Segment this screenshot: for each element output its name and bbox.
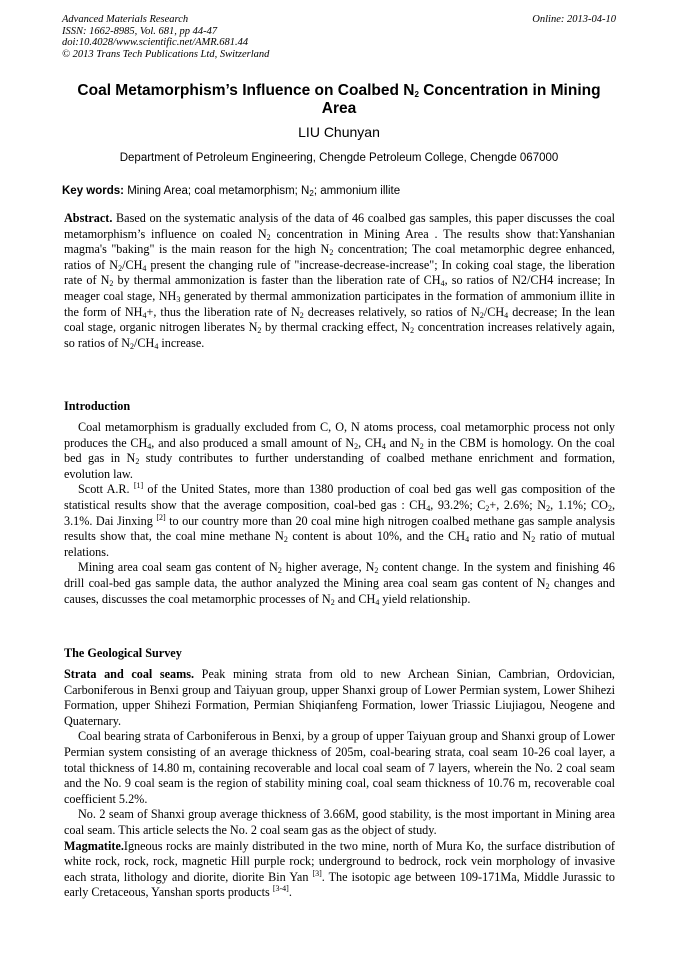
no2-seam-paragraph: No. 2 seam of Shanxi group average thickness of 3.66M, good stability, is the most important in Mining area coal seam. This article selects the No. 2 coal seam gas as the object of study. bbox=[64, 807, 615, 837]
online-date: Online: 2013-04-10 bbox=[532, 14, 616, 25]
citation-ref: [2] bbox=[156, 512, 166, 522]
abstract-label: Abstract. bbox=[64, 211, 113, 225]
keywords-label: Key words: bbox=[62, 185, 124, 197]
intro-paragraph-3: Mining area coal seam gas content of $N_2$ higher average, $N_2$ content change. In the system and finishing 46 drill coal-bed gas sample data, the author analyzed the Mining area coal seam gas content of $N_2$ changes and causes, discusses the coal metamorphic processes of $N_2$ and $CH_4$ yield relationship. bbox=[64, 560, 615, 607]
magmatite-lead: Magmatite. bbox=[64, 838, 124, 853]
doi-line: doi:10.4028/www.scientific.net/AMR.681.44 bbox=[62, 37, 249, 48]
introduction-heading: Introduction bbox=[64, 399, 131, 413]
citation-ref: [3] bbox=[312, 868, 322, 878]
strata-lead: Strata and coal seams. bbox=[64, 667, 195, 681]
intro-paragraph-1: Coal metamorphism is gradually excluded from C, O, N atoms process, coal metamorphic process not only produces the $CH_4$, and also produced a small amount of $N_2$, $CH_4$ and $N_2$ in the CBM is homology. On the coal bed gas in $N_2$ study contributes to further understanding of coalbed methane enrichment and formation, evolution law. bbox=[64, 420, 616, 481]
paper-title: Coal Metamorphism’s Influence on Coalbed $N_2$ Concentration in Mining Area bbox=[77, 82, 601, 117]
citation-ref: [1] bbox=[133, 481, 144, 491]
citation-ref: [3-4] bbox=[272, 884, 289, 894]
affiliation: Department of Petroleum Engineering, Chengde Petroleum College, Chengde 067000 bbox=[119, 152, 559, 164]
geological-survey-section bbox=[64, 667, 615, 901]
journal-header bbox=[62, 14, 269, 60]
introduction-section bbox=[64, 420, 615, 607]
journal-name: Advanced Materials Research bbox=[62, 14, 189, 25]
keywords-line: Key words: Mining Area; coal metamorphism; $N_2$; ammonium illite bbox=[62, 185, 401, 198]
copyright-line: © 2013 Trans Tech Publications Ltd, Switzerland bbox=[62, 48, 270, 60]
strata-paragraph: Strata and coal seams. Peak mining strata from old to new Archean Sinian, Cambrian, Ordovician, Carboniferous in Benxi group and Taiyuan group, upper Shanxi group of Lower Permian system, Lower Shihezi Formation, upper Shihezi Formation, Permian Shiqianfeng Formation, lower Triassic Liujiagou, Neogene and Quaternary. bbox=[64, 667, 615, 728]
geological-survey-heading: The Geological Survey bbox=[64, 646, 182, 660]
issn-line: ISSN: 1662-8985, Vol. 681, pp 44-47 bbox=[62, 25, 218, 37]
coal-strata-paragraph: Coal bearing strata of Carboniferous in Benxi, by a group of upper Taiyuan group and Shanxi group of Lower Permian system consisting of an average thickness of 205m, coal-bearing strata, coal seam 10-26 coal layer, a total thickness of 14.80 m, containing recoverable and local coal seam of 7 layers, wherein the No. 2 coal seam and the No. 9 coal seam is the region of stability mining coal, coal seam thickness of 10.76 m, recoverable coal coefficient 5.2%. bbox=[64, 729, 615, 806]
abstract-paragraph: Abstract. Based on the systematic analysis of the data of 46 coalbed gas samples, this paper discusses the coal metamorphism’s influence on coaled $N_2$ concentration in Mining Area . The results show that:Yanshanian magma's "baking" is the main reason for the high $N_2$ concentration; The coal metamorphic degree enhanced, ratios of $N_2/CH_4$ present the changing rule of "increase-decrease-increase"; In coking coal stage, the liberation rate of $N_2$ by thermal ammonization is faster than the liberation rate of $CH_4$, so ratios of N2/CH4 increase; In meager coal stage, $NH_3$ generated by thermal ammonization participates in the formation of ammonium illite in the form of $NH_4+$, thus the liberation rate of $N_2$ decreases relatively, so ratios of $N_2/CH_4$ decrease; In the lean coal stage, organic nitrogen liberates $N_2$ by thermal cracking effect, $N_2$ concentration increases relatively again, so ratios of $N_2/CH_4$ increase. bbox=[64, 211, 616, 351]
author-name: LIU Chunyan bbox=[298, 124, 380, 140]
magmatite-paragraph: Magmatite.Igneous rocks are mainly distributed in the two mine, north of Mura Ko, the surface distribution of white rock, rock, rock, magnetic Hill purple rock; underground to bedrock, rock vein morphology of invasive each strata, lithology and diorite, diorite Bin Yan [3]. The isotopic age between 109-171Ma, Middle Jurassic to early Cretaceous, Yanshan sports products [3-4]. bbox=[64, 838, 615, 900]
intro-paragraph-2: Scott A.R. [1] of the United States, more than 1380 production of coal bed gas well gas composition of the statistical results show that the average composition, coal-bed gas : $CH_4$, 93.2%; $C_2+$, 2.6%; $N_2$, 1.1%; $CO_2$, 3.1%. Dai Jinxing [2] to our country more than 20 coal mine high nitrogen coalbed methane gas sample analysis results show that, the coal mine methane $N_2$ content is about 10%, and the $CH_4$ ratio and $N_2$ ratio of mutual relations. bbox=[64, 481, 616, 559]
